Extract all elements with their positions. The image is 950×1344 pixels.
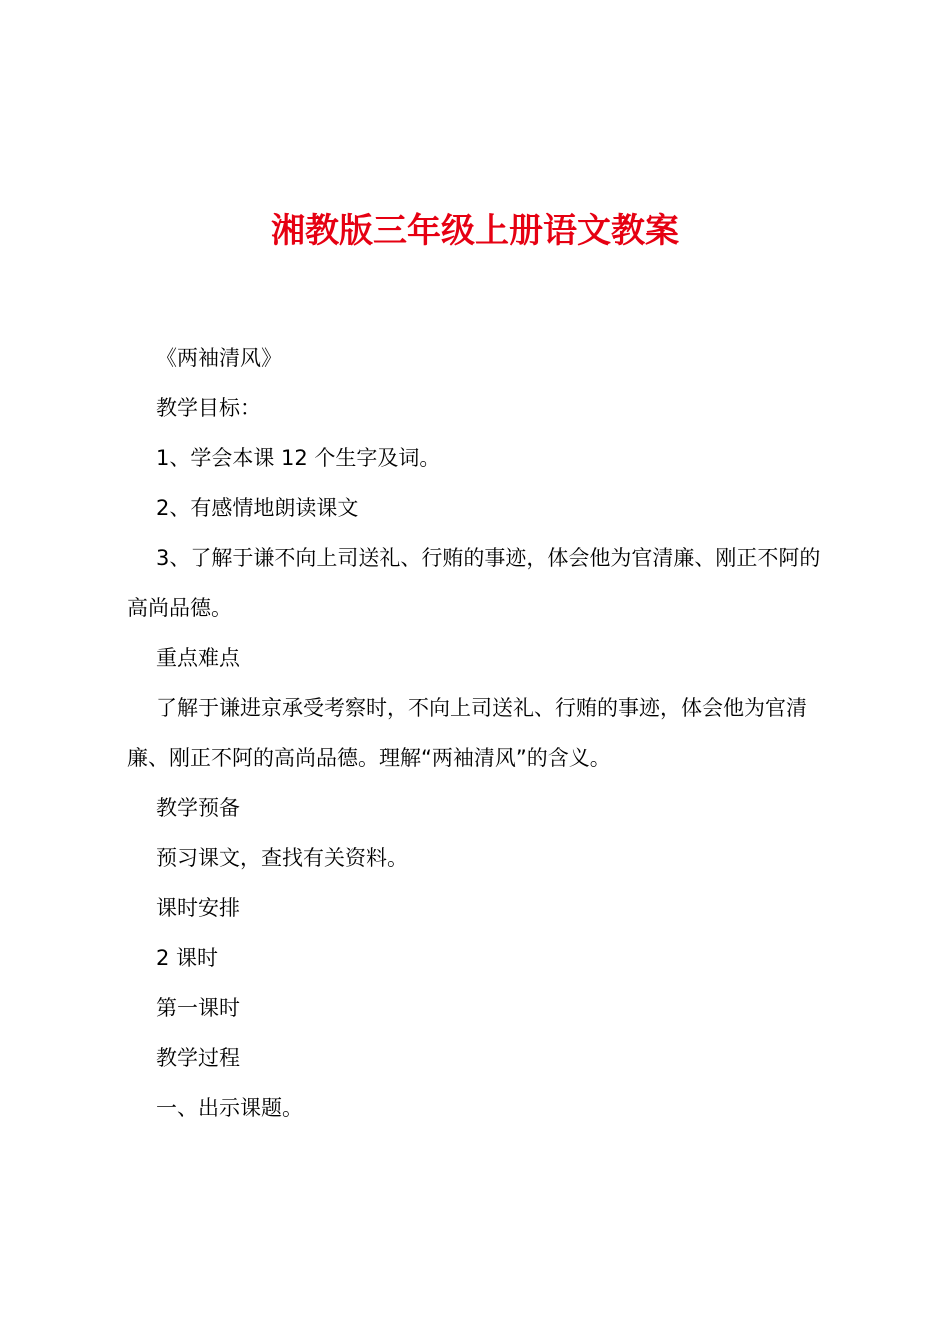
key-points-text: 了解于谦进京承受考察时，不向上司送礼、行贿的事迹，体会他为官清廉、刚正不阿的高尚品德。理解“两袖清风”的含义。 [127, 696, 807, 770]
objective-item-3: 3、了解于谦不向上司送礼、行贿的事迹，体会他为官清廉、刚正不阿的高尚品德。 [127, 546, 821, 620]
section-heading-key-points: 重点难点 [156, 646, 240, 670]
section-heading-process: 教学过程 [156, 1046, 240, 1070]
section-heading-schedule: 课时安排 [156, 896, 240, 920]
preparation-text: 预习课文，查找有关资料。 [156, 846, 408, 870]
section-heading-preparation: 教学预备 [156, 796, 240, 820]
document-title: 湘教版三年级上册语文教案 [271, 211, 679, 251]
objective-item-2: 2、有感情地朗读课文 [156, 496, 359, 520]
document-body [127, 333, 833, 1133]
objective-item-1: 1、学会本课 12 个生字及词。 [156, 446, 441, 470]
process-step-1: 一、出示课题。 [156, 1096, 303, 1120]
schedule-text: 2 课时 [156, 946, 219, 970]
section-heading-first-lesson: 第一课时 [156, 996, 240, 1020]
lesson-title: 《两袖清风》 [156, 346, 282, 370]
section-heading-objectives: 教学目标： [156, 396, 261, 420]
